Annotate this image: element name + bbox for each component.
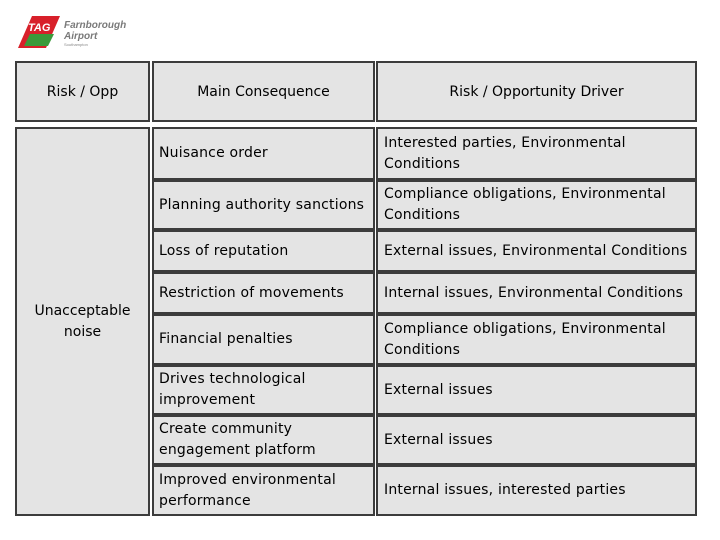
table-row-consequence — [152, 365, 375, 415]
table-row-consequence — [152, 127, 375, 180]
logo-subtitle: Southampton — [64, 42, 88, 47]
table-row-consequence — [152, 230, 375, 272]
consequence-text: Loss of reputation — [159, 242, 289, 259]
driver-text: Internal issues, interested parties — [384, 482, 626, 498]
header-risk-opp-label: Risk / Opp — [46, 83, 119, 100]
consequence-text: Nuisance order — [159, 145, 268, 161]
table-row-driver — [376, 180, 697, 230]
risk-cell — [15, 127, 150, 516]
table-row-consequence — [152, 314, 375, 365]
consequence-text: Financial penalties — [159, 331, 293, 347]
logo-mark: TAG — [28, 22, 51, 34]
table-row-driver — [376, 127, 697, 180]
table-row-consequence — [152, 272, 375, 314]
header-risk-opp — [15, 61, 150, 122]
table-row-driver — [376, 465, 697, 516]
driver-text: Compliance obligations, Environmental Conditions — [384, 320, 666, 358]
consequence-text: Drives technological improvement — [159, 371, 306, 408]
table-row-consequence — [152, 465, 375, 516]
driver-text: External issues, Environmental Conditions — [384, 242, 688, 259]
logo-name-line2: Airport — [64, 31, 98, 42]
driver-text: Interested parties, Environmental Conditions — [384, 134, 626, 172]
table-row-consequence — [152, 415, 375, 465]
table-row-driver — [376, 365, 697, 415]
consequence-text: Improved environmental performance — [159, 471, 336, 509]
driver-text: External issues — [384, 381, 493, 398]
logo-name-line1: Farnborough — [64, 20, 127, 31]
logo-name — [64, 20, 126, 42]
consequence-text: Create community engagement platform — [159, 421, 316, 458]
table-row-consequence — [152, 180, 375, 230]
table-row-driver — [376, 415, 697, 465]
risk-label: Unacceptable noise — [34, 302, 131, 340]
header-main-consequence-label: Main Consequence — [197, 83, 330, 100]
driver-text: Compliance obligations, Environmental Conditions — [384, 186, 666, 223]
driver-text: Internal issues, Environmental Conditions — [384, 284, 684, 301]
header-main-consequence — [152, 61, 375, 122]
table-row-driver — [376, 314, 697, 365]
consequence-text: Restriction of movements — [159, 284, 344, 301]
driver-text: External issues — [384, 431, 493, 448]
table-row-driver — [376, 230, 697, 272]
header-driver — [376, 61, 697, 122]
header-driver-label: Risk / Opportunity Driver — [449, 83, 624, 100]
consequence-text: Planning authority sanctions — [159, 196, 365, 213]
table-row-driver — [376, 272, 697, 314]
